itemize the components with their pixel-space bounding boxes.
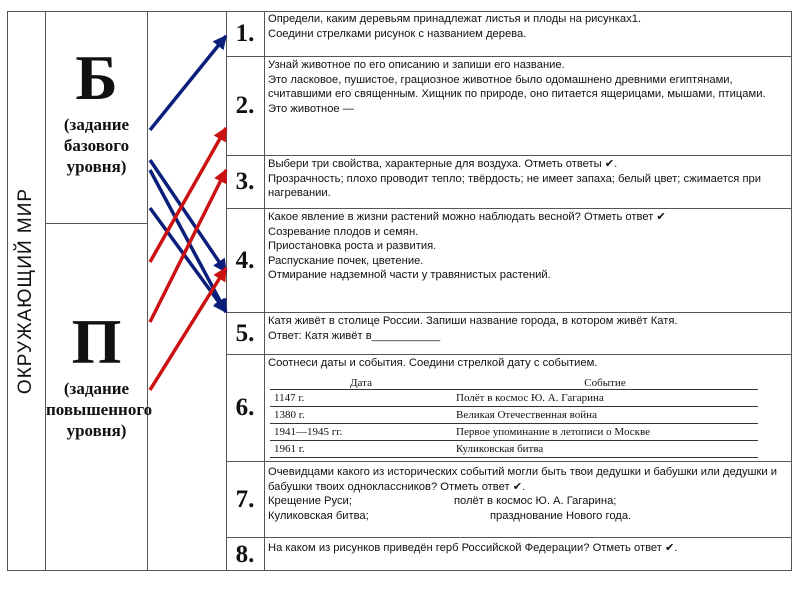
- answer-option: Созревание плодов и семян.: [268, 225, 419, 238]
- task-number: 2.: [235, 92, 255, 119]
- task-line: Прозрачность; плохо проводит тепло; твёрдость; не имеет запаха; белый цвет; сжимается при нагревании.: [268, 172, 761, 200]
- level-letter: Б: [75, 42, 118, 113]
- task-number: 3.: [235, 168, 255, 195]
- task-line: Определи, каким деревьям принадлежат листья и плоды на рисунках1.: [268, 13, 642, 25]
- table-header-event: Событие: [452, 376, 758, 390]
- task-line: Это ласковое, пушистое, грациозное животное было одомашнено древними египтянами, считавшими его священным. Хищник по природе, оно питается ящерицами, мышами, птицами.: [268, 73, 766, 101]
- task-line: Это животное —: [268, 102, 354, 115]
- task-number: 4.: [235, 246, 255, 274]
- event-cell[interactable]: Полёт в космос Ю. А. Гагарина: [452, 390, 758, 407]
- level-letter: П: [71, 306, 122, 377]
- task-line: Катя живёт в столице России. Запиши название города, в котором живёт Катя.: [268, 315, 678, 327]
- answer-option[interactable]: Крещение Руси;: [268, 495, 352, 508]
- table-header-date: Дата: [270, 376, 452, 390]
- task-number: 5.: [235, 319, 255, 347]
- level-note: (задание повышенного уровня): [46, 379, 153, 440]
- answer-option[interactable]: празднование Нового года.: [490, 509, 632, 522]
- answer-option[interactable]: полёт в космос Ю. А. Гагарина;: [454, 495, 617, 508]
- event-cell[interactable]: Куликовская битва: [452, 441, 758, 458]
- level-note: (задание базового уровня): [63, 115, 130, 176]
- event-cell[interactable]: Первое упоминание в летописи о Москве: [452, 424, 758, 441]
- task-number: 6.: [235, 394, 255, 421]
- task-line: Очевидцами какого из исторических событий могли быть твои дедушки и бабушки или дедушки и бабушки твоих одноклассников? Отметь ответ ✔.: [268, 466, 778, 493]
- task-line: Соедини стрелками рисунок с названием дерева.: [268, 27, 527, 40]
- answer-option: Отмирание надземной части у травянистых растений.: [268, 269, 551, 282]
- answer-option: Распускание почек, цветение.: [268, 254, 424, 267]
- event-cell[interactable]: Великая Отечественная война: [452, 407, 758, 424]
- date-cell[interactable]: 1147 г.: [270, 390, 452, 407]
- task-line: Какое явление в жизни растений можно наблюдать весной? Отметь ответ ✔: [268, 211, 666, 223]
- task-line: Выбери три свойства, характерные для воздуха. Отметь ответы ✔.: [268, 158, 618, 170]
- task-number: 1.: [235, 19, 255, 47]
- subject-title: ОКРУЖАЮЩИЙ МИР: [15, 187, 36, 395]
- blue-arrow: [150, 160, 226, 272]
- red-arrow: [150, 268, 226, 390]
- task-line: На каком из рисунков приведён герб Российской Федерации? Отметь ответ ✔.: [268, 542, 678, 554]
- task-number: 8.: [235, 540, 255, 568]
- task-line: Узнай животное по его описанию и запиши его название.: [268, 59, 565, 71]
- task-line: Соотнеси даты и события. Соедини стрелкой дату с событием.: [268, 357, 598, 369]
- blue-arrow: [150, 36, 226, 130]
- answer-line[interactable]: Ответ: Катя живёт в___________: [268, 329, 441, 342]
- answer-option: Приостановка роста и развития.: [268, 240, 437, 253]
- date-cell[interactable]: 1380 г.: [270, 407, 452, 424]
- answer-option[interactable]: Куликовская битва;: [268, 509, 369, 522]
- date-cell[interactable]: 1941—1945 гг.: [270, 424, 452, 441]
- task-number: 7.: [235, 485, 255, 513]
- date-cell[interactable]: 1961 г.: [270, 441, 452, 458]
